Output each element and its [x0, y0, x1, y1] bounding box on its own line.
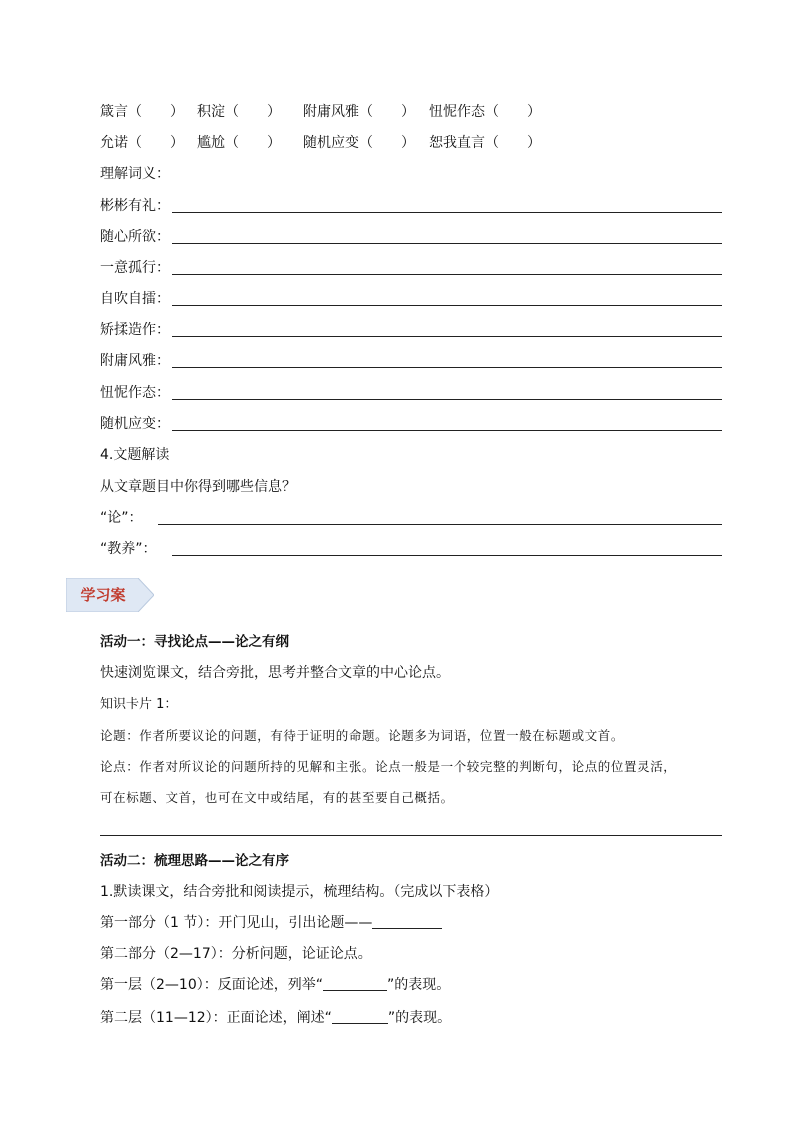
answer-line[interactable]: [158, 524, 722, 525]
definition-label: 一意孤行：: [100, 260, 170, 276]
structure-layer-1-prefix: 第一层（2—10）：反面论述，列举“: [100, 977, 323, 993]
title-analysis-row[interactable]: [100, 508, 722, 528]
section-4-heading: 4.文题解读: [100, 447, 170, 463]
definition-label: 自吹自擂：: [100, 291, 170, 307]
knowledge-card-title: 知识卡片 1：: [100, 697, 178, 712]
definition-row[interactable]: [100, 196, 722, 216]
answer-line[interactable]: [172, 305, 722, 306]
structure-part-1-text: 第一部分（1 节）：开门见山，引出论题——: [100, 915, 373, 931]
pinyin-item: 忸怩作态（ ）: [429, 104, 541, 120]
knowledge-card-line: 可在标题、文首，也可在文中或结尾，有的甚至要自己概括。: [100, 790, 454, 805]
definition-label: 随机应变：: [100, 416, 170, 432]
answer-line[interactable]: [172, 274, 722, 275]
answer-line[interactable]: [172, 430, 722, 431]
fill-blank[interactable]: [332, 1009, 388, 1024]
fill-blank[interactable]: [323, 976, 387, 991]
structure-layer-2-suffix: ”的表现。: [387, 1010, 452, 1026]
pinyin-item: 积淀（ ）: [197, 104, 281, 120]
pinyin-item: 尴尬（ ）: [197, 135, 281, 151]
pinyin-item: 附庸风雅（ ）: [303, 104, 415, 120]
pinyin-item: 箴言（ ）: [100, 104, 184, 120]
structure-part-1: [100, 913, 442, 933]
definition-label: 矫揉造作：: [100, 322, 170, 338]
banner-label: 学习案: [80, 586, 126, 604]
understand-heading: 理解词义：: [100, 166, 170, 182]
fill-blank[interactable]: [372, 914, 442, 929]
definition-row[interactable]: [100, 227, 722, 247]
section-4-question: 从文章题目中你得到哪些信息？: [100, 479, 296, 495]
pinyin-item: 允诺（ ）: [100, 135, 184, 151]
pinyin-item: 随机应变（ ）: [303, 135, 415, 151]
title-analysis-label: “教养”：: [100, 541, 157, 557]
activity-2-title: 活动二：梳理思路——论之有序: [100, 853, 289, 869]
activity-1-instruction: 快速浏览课文，结合旁批，思考并整合文章的中心论点。: [100, 665, 450, 681]
definition-label: 彬彬有礼：: [100, 198, 170, 214]
definition-label: 随心所欲：: [100, 229, 170, 245]
answer-line[interactable]: [172, 212, 722, 213]
definition-row[interactable]: [100, 289, 722, 309]
structure-layer-1-suffix: ”的表现。: [386, 977, 451, 993]
answer-line[interactable]: [172, 243, 722, 244]
structure-layer-1: [100, 975, 450, 995]
title-analysis-row[interactable]: [100, 539, 722, 559]
knowledge-card-line: 论点：作者对所议论的问题所持的见解和主张。论点一般是一个较完整的判断句，论点的位置灵活，: [100, 759, 677, 774]
structure-layer-2: [100, 1008, 451, 1028]
answer-divider[interactable]: [100, 835, 722, 836]
title-analysis-label: “论”：: [100, 510, 143, 526]
activity-2-step-1: 1.默读课文，结合旁批和阅读提示，梳理结构。（完成以下表格）: [100, 884, 499, 900]
structure-part-2: 第二部分（2—17）：分析问题，论证论点。: [100, 946, 372, 962]
answer-line[interactable]: [172, 555, 722, 556]
definition-label: 忸怩作态：: [100, 385, 170, 401]
pinyin-item: 恕我直言（ ）: [429, 135, 541, 151]
answer-line[interactable]: [172, 336, 722, 337]
structure-layer-2-prefix: 第二层（11—12）：正面论述，阐述“: [100, 1010, 332, 1026]
definition-label: 附庸风雅：: [100, 353, 170, 369]
study-plan-banner: [66, 578, 154, 612]
activity-1-title: 活动一：寻找论点——论之有纲: [100, 634, 289, 650]
knowledge-card-line: 论题：作者所要议论的问题，有待于证明的命题。论题多为词语，位置一般在标题或文首。: [100, 728, 625, 743]
definition-row[interactable]: [100, 351, 722, 371]
definition-row[interactable]: [100, 320, 722, 340]
answer-line[interactable]: [172, 367, 722, 368]
definition-row[interactable]: [100, 414, 722, 434]
answer-line[interactable]: [172, 399, 722, 400]
definition-row[interactable]: [100, 383, 722, 403]
definition-row[interactable]: [100, 258, 722, 278]
